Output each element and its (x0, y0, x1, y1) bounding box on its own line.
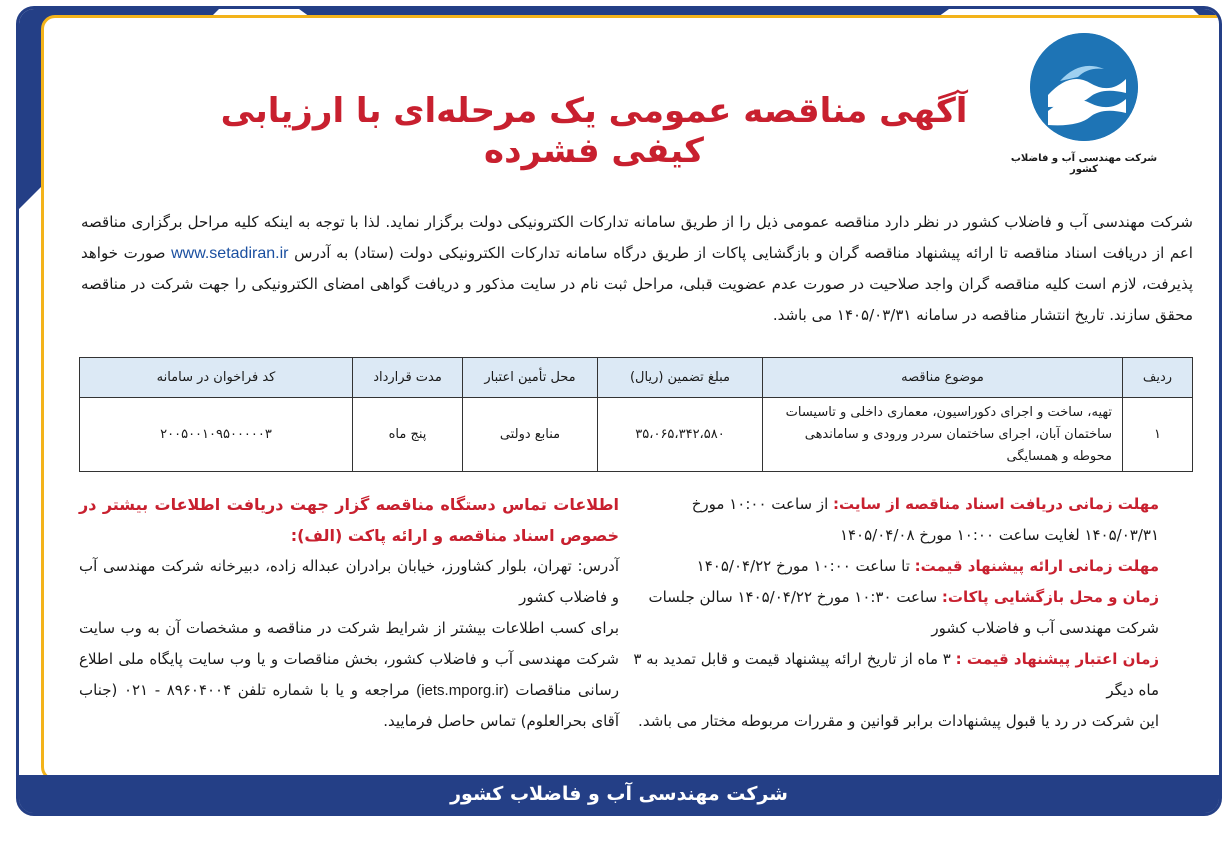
footer-company-name: شرکت مهندسی آب و فاضلاب کشور (450, 783, 788, 805)
table-row (80, 398, 1193, 472)
column-header: محل تأمین اعتبار (463, 358, 598, 398)
row-code: ۲۰۰۵۰۰۱۰۹۵۰۰۰۰۰۳ (80, 398, 353, 472)
logo-caption: شرکت مهندسی آب و فاضلاب کشور (1010, 153, 1158, 175)
row-duration: پنج ماه (353, 398, 463, 472)
opening-label: زمان و محل بازگشایی پاکات: (941, 588, 1159, 606)
opening-info (619, 582, 1159, 644)
column-header: کد فراخوان در سامانه (80, 358, 353, 398)
docs-deadline-text: از ساعت ۱۰:۰۰ مورخ ۱۴۰۵/۰۳/۳۱ لغایت ساعت ۱۰:۰۰ مورخ ۱۴۰۵/۰۴/۰۸ (691, 495, 1159, 544)
contact-info-text-2: مراجعه و یا با شماره تلفن ۸۹۶۰۴۰۰۴ - ۰۲۱ (جناب آقای بحرالعلوم) تماس حاصل فرمایید. (79, 681, 619, 730)
setad-link[interactable]: www.setadiran.ir (171, 245, 289, 262)
column-header: موضوع مناقصه (763, 358, 1123, 398)
iets-link[interactable]: (iets.mporg.ir) (416, 682, 509, 699)
ad-frame (16, 6, 1222, 816)
opening-text: ساعت ۱۰:۳۰ مورخ ۱۴۰۵/۰۴/۲۲ سالن جلسات شرکت مهندسی آب و فاضلاب کشور (648, 588, 1159, 637)
contact-info (79, 613, 619, 737)
rights-note: این شرکت در رد یا قبول پیشنهادات برابر قوانین و مقررات مربوطه مختار می باشد. (638, 712, 1159, 730)
table-header-row (80, 358, 1193, 398)
intro-paragraph (81, 207, 1193, 331)
intro-text-1: شرکت مهندسی آب و فاضلاب کشور در نظر دارد مناقصه عمومی ذیل را از طریق سامانه تدارکات الکترونیکی دولت برگزار نماید. لذا با توجه به اینکه کلیه مراحل برگزاری مناقصه اعم از دریافت اسناد مناقصه تا ارائه پیشنهاد مناقصه گران و بازگشایی پاکات از طریق درگاه سامانه تدارکات الکترونیکی دولت (ستاد) به آدرس (81, 213, 1193, 262)
contact-address: آدرس: تهران، بلوار کشاورز، خیابان برادران عبداله زاده، دبیرخانه شرکت مهندسی آب و فاضلاب کشور (79, 557, 619, 606)
publication-badge: نوبت دوم (54, 49, 137, 133)
row-guarantee: ۳۵،۰۶۵،۳۴۲،۵۸۰ (598, 398, 763, 472)
contact-heading: اطلاعات تماس دستگاه مناقصه گزار جهت دریافت اطلاعات بیشتر در خصوص اسناد مناقصه و ارائه پاکت (الف): (79, 495, 619, 545)
validity-label: زمان اعتبار پیشنهاد قیمت : (955, 650, 1159, 668)
docs-deadline (619, 489, 1159, 551)
row-funding: منابع دولتی (463, 398, 598, 472)
water-drop-icon (1030, 33, 1138, 141)
row-index: ۱ (1123, 398, 1193, 472)
offer-deadline-text: تا ساعت ۱۰:۰۰ مورخ ۱۴۰۵/۰۴/۲۲ (696, 557, 910, 575)
tender-table (79, 357, 1193, 472)
footer-band (19, 775, 1219, 813)
company-logo (1009, 33, 1159, 183)
offer-deadline-label: مهلت زمانی ارائه پیشنهاد قیمت: (914, 557, 1159, 575)
column-header: مبلغ تضمین (ریال) (598, 358, 763, 398)
offer-deadline (619, 551, 1159, 582)
ad-title: آگهی مناقصه عمومی یک مرحله‌ای با ارزیابی کیفی فشرده (220, 91, 968, 171)
row-subject: تهیه، ساخت و اجرای دکوراسیون، معماری داخلی و تاسیسات ساختمان آبان، اجرای ساختمان سردر ورودی و ساماندهی محوطه و همسایگی (763, 398, 1123, 472)
validity-info (619, 644, 1159, 706)
column-header: ردیف (1123, 358, 1193, 398)
validity-text: ۳ ماه از تاریخ ارائه پیشنهاد قیمت و قابل تمدید به ۳ ماه دیگر (633, 650, 1159, 699)
docs-deadline-label: مهلت زمانی دریافت اسناد مناقصه از سایت: (833, 495, 1159, 513)
intro-text-2: صورت خواهد پذیرفت، لازم است کلیه مناقصه گران واجد صلاحیت در صورت عدم عضویت قبلی، مراحل ثبت نام در سایت مذکور و دریافت گواهی امضای الکترونیکی را جهت شرکت در مناقصه محقق سازند. تاریخ انتشار مناقصه در سامانه ۱۴۰۵/۰۳/۳۱ می باشد. (81, 244, 1193, 324)
column-header: مدت قرارداد (353, 358, 463, 398)
schedule-column (619, 489, 1159, 737)
contact-column (79, 489, 619, 737)
contact-info-text-1: برای کسب اطلاعات بیشتر از شرایط شرکت در مناقصه و مشخصات آن به وب سایت شرکت مهندسی آب و فاضلاب کشور، بخش مناقصات و یا وب سایت پایگاه ملی اطلاع رسانی مناقصات (79, 619, 619, 699)
